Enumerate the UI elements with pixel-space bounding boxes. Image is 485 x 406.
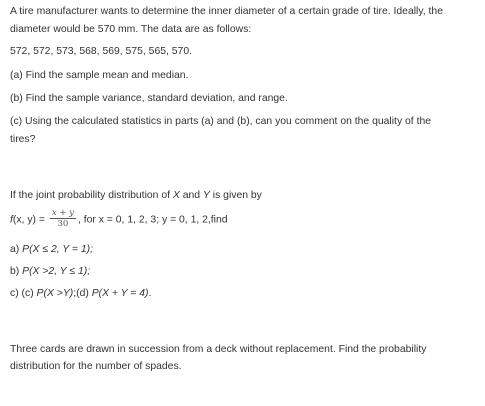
part-b-expr: P(X >2, Y ≤ 1); (22, 266, 91, 277)
fraction (50, 208, 76, 229)
problem2-intro (10, 189, 262, 202)
problem1-part-a: (a) Find the sample mean and median. (10, 70, 189, 81)
var-y: Y (202, 190, 210, 201)
intro-suffix: is given by (209, 190, 262, 201)
part-c-label: c) (c) (10, 288, 37, 299)
intro-and: and (179, 190, 203, 201)
problem2-part-c (10, 287, 151, 300)
problem1-data-values: 572, 572, 573, 568, 569, 575, 565, 570. (10, 46, 192, 57)
problem3-line2: distribution for the number of spades. (10, 361, 182, 372)
problem3-line1: Three cards are drawn in succession from a deck without replacement. Find the probability (10, 344, 427, 355)
problem1-line1: A tire manufacturer wants to determine the inner diameter of a certain grade of tire. Ideally, the (10, 6, 443, 17)
part-a-expr: P(X ≤ 2, Y = 1); (22, 244, 94, 255)
func-name: f (10, 214, 13, 226)
problem2-part-b (10, 265, 90, 278)
part-c-expr2: P(X + Y = 4) (91, 288, 149, 299)
problem1-line2: diameter would be 570 mm. The data are as follows: (10, 24, 252, 35)
var-x: X (172, 190, 180, 201)
problem1-part-c-line1: (c) Using the calculated statistics in parts (a) and (b), can you comment on the quality of the (10, 116, 432, 127)
fraction-denominator: 30 (57, 219, 69, 229)
func-args: (x, y) = (12, 214, 48, 226)
part-b-label: b) (10, 266, 23, 277)
problem2-function (10, 209, 228, 231)
part-c-mid: ;(d) (73, 288, 92, 299)
fraction-numerator: x + y (51, 208, 74, 218)
func-domain: , for x = 0, 1, 2, 3; y = 0, 1, 2,find (77, 214, 228, 226)
intro-prefix: If the joint probability distribution of (10, 190, 173, 201)
part-c-expr1: P(X >Y) (36, 288, 74, 299)
problem1-part-b: (b) Find the sample variance, standard deviation, and range. (10, 93, 288, 104)
problem1-part-c-line2: tires? (10, 134, 36, 145)
part-c-end: . (148, 288, 152, 299)
problem2-part-a (10, 243, 93, 256)
part-a-label: a) (10, 244, 23, 255)
